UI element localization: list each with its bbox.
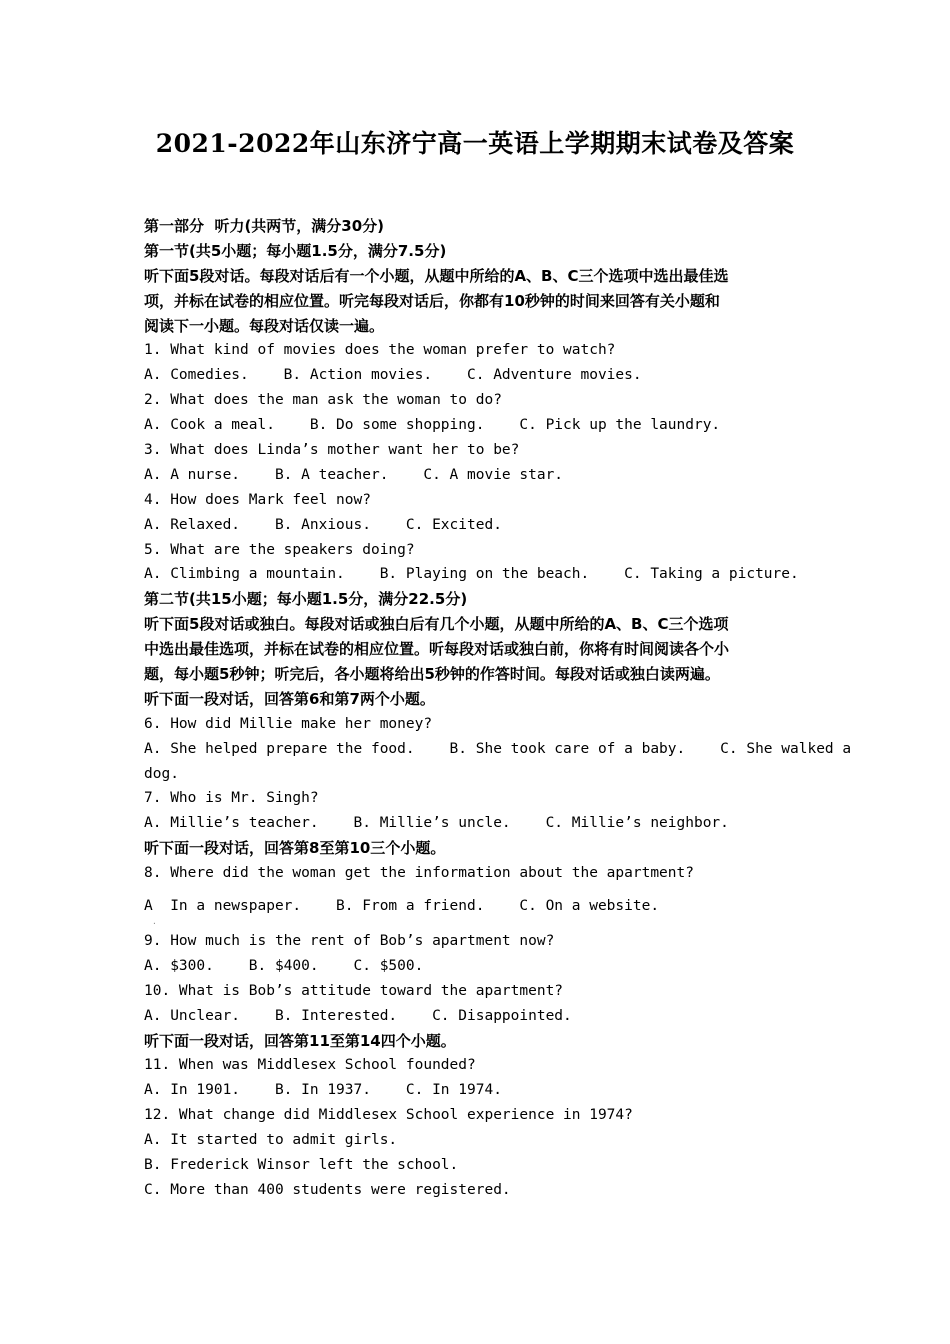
question-options: A. She helped prepare the food. B. She took care of a baby. C. She walked a — [144, 740, 852, 757]
instruction-line: 听下面5段对话。每段对话后有一个小题，从题中所给的A、B、C三个选项中选出最佳选 — [144, 266, 729, 285]
question-option: C. More than 400 students were registered. — [144, 1181, 511, 1198]
question: 7. Who is Mr. Singh? — [144, 790, 319, 807]
stray-mark: · — [152, 918, 157, 928]
instruction-line: 阅读下一小题。每段对话仅读一遍。 — [144, 316, 385, 335]
question: 11. When was Middlesex School founded? — [144, 1057, 476, 1074]
section-heading: 第一节(共5小题；每小题1.5分，满分7.5分) — [144, 241, 447, 260]
question-option: B. Frederick Winsor left the school. — [144, 1156, 459, 1173]
question-options: A. Unclear. B. Interested. C. Disappointed. — [144, 1007, 572, 1024]
question: 6. How did Millie make her money? — [144, 715, 433, 732]
question: 5. What are the speakers doing? — [144, 541, 415, 558]
question-options: A. A nurse. B. A teacher. C. A movie star. — [144, 466, 564, 483]
question-options: A. Comedies. B. Action movies. C. Adventure movies. — [144, 367, 642, 384]
section-heading: 第二节(共15小题；每小题1.5分，满分22.5分) — [144, 590, 468, 609]
document-body — [144, 214, 852, 1203]
question: 1. What kind of movies does the woman prefer to watch? — [144, 342, 616, 359]
part-heading: 第一部分 听力(共两节，满分30分) — [144, 217, 385, 235]
question: 10. What is Bob’s attitude toward the apartment? — [144, 982, 564, 999]
question-options: A. $300. B. $400. C. $500. — [144, 957, 424, 974]
group-heading: 听下面一段对话，回答第11至第14四个小题。 — [144, 1031, 456, 1050]
instruction-line: 项，并标在试卷的相应位置。听完每段对话后，你都有10秒钟的时间来回答有关小题和 — [144, 291, 720, 310]
question-options: A In a newspaper. B. From a friend. C. On a website. — [144, 898, 660, 915]
question: 2. What does the man ask the woman to do? — [144, 392, 502, 409]
document-title: 2021-2022年山东济宁高一英语上学期期末试卷及答案 — [155, 129, 795, 158]
question-options: A. Climbing a mountain. B. Playing on the beach. C. Taking a picture. — [144, 566, 799, 583]
spacer — [144, 886, 809, 894]
question: 3. What does Linda’s mother want her to be? — [144, 442, 520, 459]
question: 8. Where did the woman get the information about the apartment? — [144, 865, 694, 882]
question-options: A. In 1901. B. In 1937. C. In 1974. — [144, 1082, 502, 1099]
question: 9. How much is the rent of Bob’s apartment now? — [144, 932, 555, 949]
group-heading: 听下面一段对话，回答第6和第7两个小题。 — [144, 689, 435, 708]
question-options: A. Cook a meal. B. Do some shopping. C. Pick up the laundry. — [144, 417, 721, 434]
instruction-line: 中选出最佳选项，并标在试卷的相应位置。听每段对话或独白前，你将有时间阅读各个小 — [144, 640, 730, 659]
question: 12. What change did Middlesex School experience in 1974? — [144, 1107, 633, 1124]
question-options-continued: dog. — [144, 765, 179, 782]
group-heading: 听下面一段对话，回答第8至第10三个小题。 — [144, 839, 446, 858]
question-options: A. Millie’s teacher. B. Millie’s uncle. C. Millie’s neighbor. — [144, 815, 729, 832]
question-option: A. It started to admit girls. — [144, 1132, 398, 1149]
instruction-line: 听下面5段对话或独白。每段对话或独白后有几个小题，从题中所给的A、B、C三个选项 — [144, 615, 729, 634]
instruction-line: 题，每小题5秒钟；听完后，各小题将给出5秒钟的作答时间。每段对话或独白读两遍。 — [144, 665, 720, 684]
question-options: A. Relaxed. B. Anxious. C. Excited. — [144, 516, 502, 533]
question: 4. How does Mark feel now? — [144, 491, 371, 508]
